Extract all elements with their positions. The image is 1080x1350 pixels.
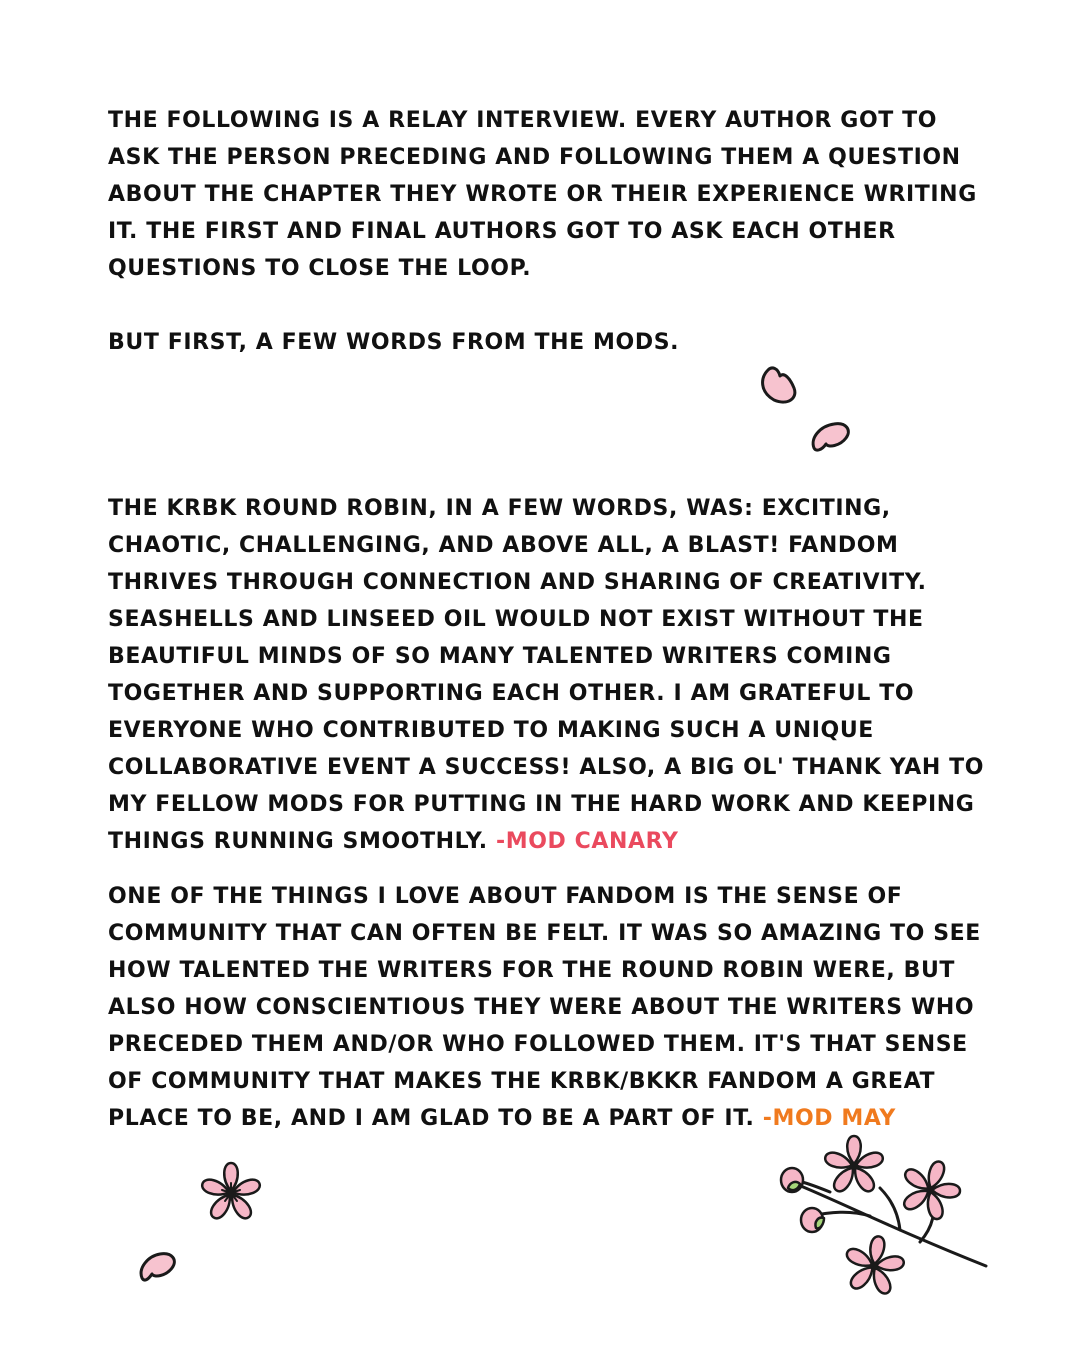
intro-paragraph: THE FOLLOWING IS A RELAY INTERVIEW. EVERY AUTHOR GOT TO ASK THE PERSON PRECEDING AND FOLLOWING THEM A QUESTION ABOUT THE CHAPTER THEY WROTE OR THEIR EXPERIENCE WRITING IT. THE FIRST AND FINAL AUTHORS GOT TO ASK EACH OTHER QUESTIONS TO CLOSE THE LOOP. bbox=[108, 108, 977, 281]
signature-mod-canary: -MOD CANARY bbox=[496, 829, 679, 854]
petal-icon bbox=[754, 362, 804, 408]
mod-note-may-text: ONE OF THE THINGS I LOVE ABOUT FANDOM IS THE SENSE OF COMMUNITY THAT CAN OFTEN BE FELT. IT WAS SO AMAZING TO SEE HOW TALENTED THE WRITERS FOR THE ROUND ROBIN WERE, BUT ALSO HOW CONSCIENTIOUS THEY WERE ABOUT THE WRITERS WHO PRECEDED THEM AND/OR WHO FOLLOWED THEM. IT'S THAT SENSE OF COMMUNITY THAT MAKES THE KRBK/BKKR FANDOM A GREAT PLACE TO BE, AND I AM GLAD TO BE A PART OF IT. bbox=[108, 884, 981, 1131]
flower-icon bbox=[196, 1158, 266, 1228]
signature-mod-may: -MOD MAY bbox=[762, 1106, 896, 1131]
mod-note-canary bbox=[108, 490, 988, 860]
mod-note-may bbox=[108, 878, 988, 1137]
petal-icon bbox=[806, 416, 854, 456]
cherry-blossom-branch-icon bbox=[770, 1132, 1000, 1312]
petal-icon bbox=[134, 1246, 180, 1286]
mod-note-canary-text: THE KRBK ROUND ROBIN, IN A FEW WORDS, WAS: EXCITING, CHAOTIC, CHALLENGING, AND ABOVE ALL, A BLAST! FANDOM THRIVES THROUGH CONNECTION AND SHARING OF CREATIVITY. SEASHELLS AND LINSEED OIL WOULD NOT EXIST WITHOUT THE BEAUTIFUL MINDS OF SO MANY TALENTED WRITERS COMING TOGETHER AND SUPPORTING EACH OTHER. I AM GRATEFUL TO EVERYONE WHO CONTRIBUTED TO MAKING SUCH A UNIQUE COLLABORATIVE EVENT A SUCCESS! ALSO, A BIG OL' THANK YAH TO MY FELLOW MODS FOR PUTTING IN THE HARD WORK AND KEEPING THINGS RUNNING SMOOTHLY. bbox=[108, 496, 985, 854]
mods-lead-paragraph: BUT FIRST, A FEW WORDS FROM THE MODS. bbox=[108, 330, 680, 355]
